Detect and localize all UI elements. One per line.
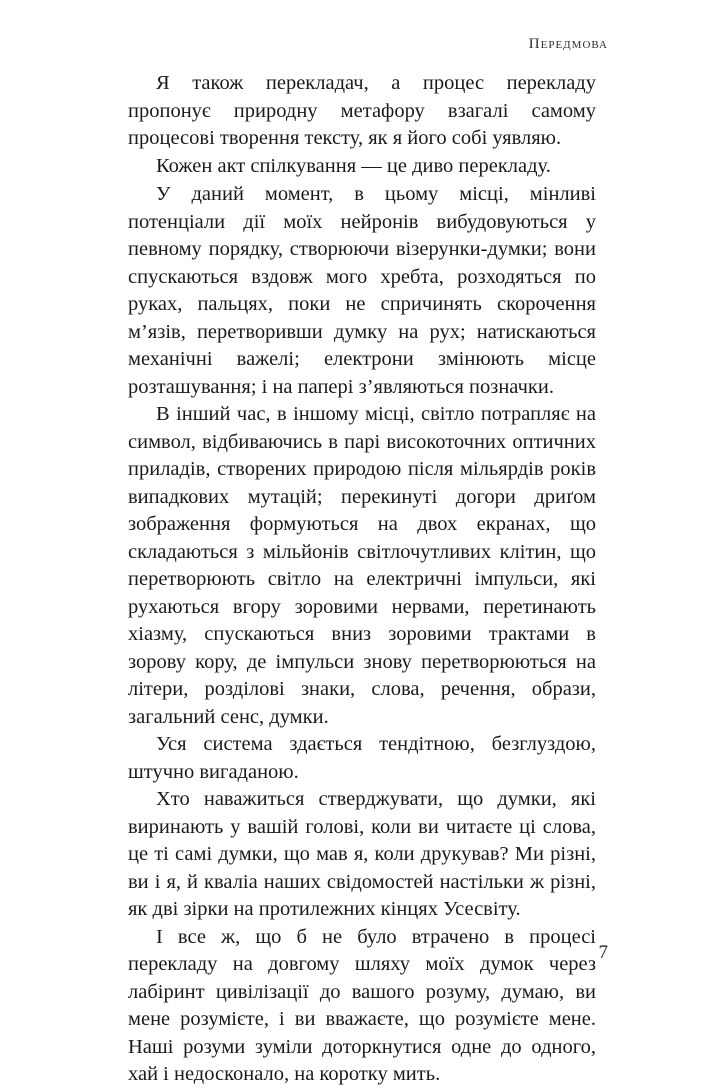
paragraph-3: У даний момент, в цьому місці, мінливі потенціали дії моїх нейронів вибудовуються у певному порядку, створюючи візерунки-думки; вони спускаються вздовж мого хребта, розходяться по руках, пальцях, поки не спричинять скорочення м’язів, перетворивши думку на рух; натискаються механічні важелі; електрони змінюють місце розташування; і на папері з’являються позначки.	[128, 183, 596, 398]
paragraph-1: Я також перекладач, а процес перекладу пропонує природну метафору взагалі самому процесові творення тексту, як я його собі уявляю.	[128, 72, 596, 149]
body-text	[128, 70, 596, 1089]
page-number: 7	[598, 942, 608, 963]
paragraph-2: Кожен акт спілкування — це диво перекладу.	[156, 154, 551, 177]
paragraph-6: Хто наважиться стверджувати, що думки, які виринають у вашій голові, коли ви читаєте ці слова, це ті самі думки, що мав я, коли друкував? Ми різні, ви і я, й кваліа наших свідомостей настільки ж різні, як дві зірки на протилежних кінцях Усесвіту.	[128, 788, 596, 920]
paragraph-4: В інший час, в іншому місці, світло потрапляє на символ, відбиваючись в парі високоточних оптичних приладів, створених природою після мільярдів років випадкових мутацій; перекинуті догори дриґом зображення формуються на двох екранах, що складаються з мільйонів світлочутливих клітин, що перетворюють світло на електричні імпульси, які рухаються вгору зоровими нервами, перетинають хіазму, спускаються вниз зоровими трактами в зорову кору, де імпульси знову перетворюються на літери, розділові знаки, слова, речення, образи, загальний сенс, думки.	[128, 403, 596, 728]
paragraph-7: І все ж, що б не було втрачено в процесі перекладу на довгому шляху моїх думок через лабіринт цивілізації до вашого розуму, думаю, ви мене розумієте, і ви вважаєте, що розумієте мене. Наші розуми зуміли доторкнутися одне до одного, хай і недосконало, на коротку мить.	[128, 925, 596, 1085]
running-header: Передмова	[528, 36, 608, 52]
paragraph-5: Уся система здається тендітною, безглуздою, штучно вигаданою.	[128, 733, 596, 783]
